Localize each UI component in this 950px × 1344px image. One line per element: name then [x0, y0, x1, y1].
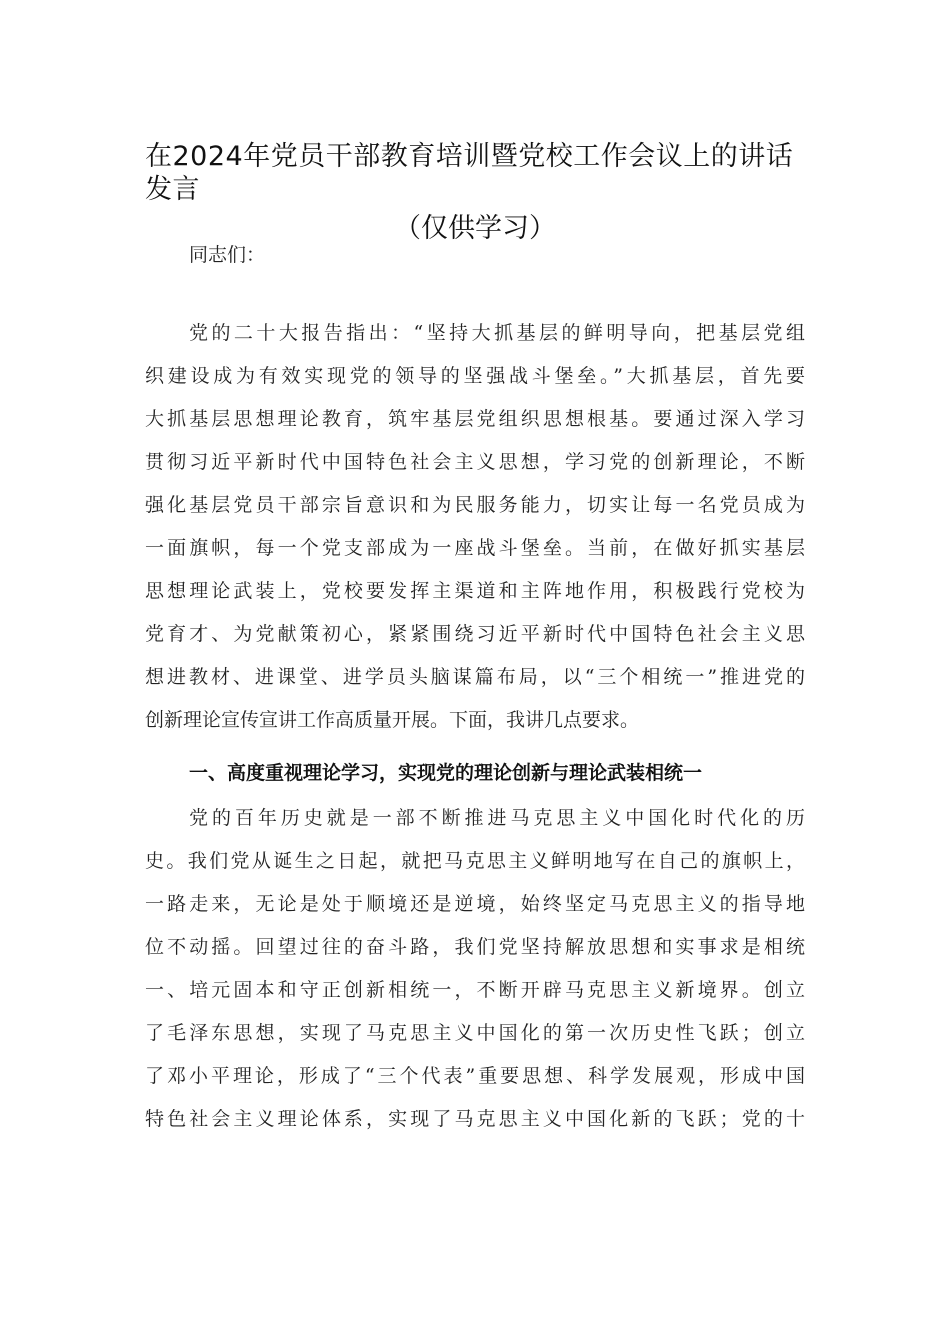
paragraph-line: 贯彻习近平新时代中国特色社会主义思想，学习党的创新理论，不断: [145, 451, 805, 473]
paragraph-line: 大抓基层思想理论教育，筑牢基层党组织思想根基。要通过深入学习: [145, 408, 805, 430]
section-heading: 一、高度重视理论学习，实现党的理论创新与理论武装相统一: [189, 762, 703, 784]
paragraph-line: 创新理论宣传宣讲工作高质量开展。下面，我讲几点要求。: [145, 709, 640, 731]
paragraph-line: 想进教材、进课堂、进学员头脑谋篇布局，以“三个相统一”推进党的: [145, 666, 805, 688]
paragraph-line: 史。我们党从诞生之日起，就把马克思主义鲜明地写在自己的旗帜上，: [145, 850, 805, 872]
document-subtitle: （仅供学习）: [394, 213, 556, 244]
paragraph-line: 党的二十大报告指出：“坚持大抓基层的鲜明导向，把基层党组: [189, 322, 805, 344]
paragraph-line: 位不动摇。回望过往的奋斗路，我们党坚持解放思想和实事求是相统: [145, 936, 805, 958]
paragraph-line: 强化基层党员干部宗旨意识和为民服务能力，切实让每一名党员成为: [145, 494, 805, 516]
paragraph-line: 党育才、为党献策初心，紧紧围绕习近平新时代中国特色社会主义思: [145, 623, 805, 645]
paragraph-line: 一路走来，无论是处于顺境还是逆境，始终坚定马克思主义的指导地: [145, 893, 805, 915]
paragraph-line: 特色社会主义理论体系，实现了马克思主义中国化新的飞跃；党的十: [145, 1108, 805, 1130]
paragraph-line: 党的百年历史就是一部不断推进马克思主义中国化时代化的历: [189, 807, 805, 829]
paragraph-line: 一、培元固本和守正创新相统一，不断开辟马克思主义新境界。创立: [145, 979, 805, 1001]
paragraph-line: 了邓小平理论，形成了“三个代表”重要思想、科学发展观，形成中国: [145, 1065, 805, 1087]
paragraph-line: 一面旗帜，每一个党支部成为一座战斗堡垒。当前，在做好抓实基层: [145, 537, 805, 559]
paragraph-line: 织建设成为有效实现党的领导的坚强战斗堡垒。”大抓基层，首先要: [145, 365, 805, 387]
paragraph-line: 思想理论武装上，党校要发挥主渠道和主阵地作用，积极践行党校为: [145, 580, 805, 602]
document-title: 在2024年党员干部教育培训暨党校工作会议上的讲话发言: [145, 141, 794, 205]
salutation: 同志们：: [189, 244, 266, 266]
paragraph-line: 了毛泽东思想，实现了马克思主义中国化的第一次历史性飞跃；创立: [145, 1022, 805, 1044]
